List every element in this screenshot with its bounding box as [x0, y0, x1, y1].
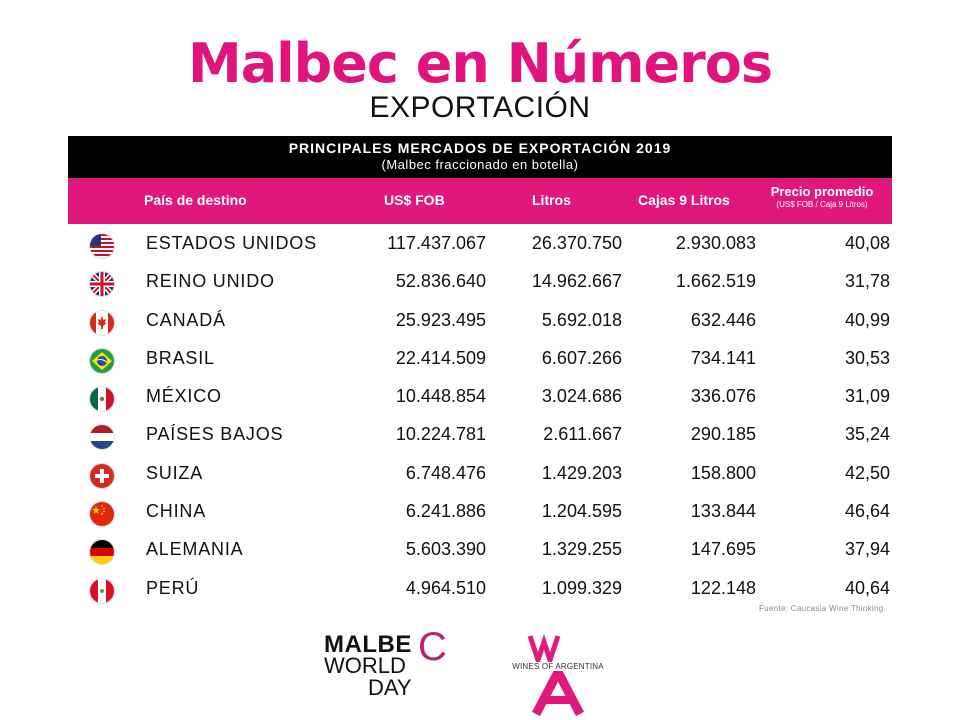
- brazil-flag-icon: [90, 349, 114, 373]
- table-row: [68, 530, 892, 568]
- china-flag-icon: [90, 502, 114, 526]
- switzerland-flag-icon: [90, 464, 114, 488]
- source-note: Fuente: Caucasia Wine Thinking.: [759, 604, 886, 613]
- country-name: SUIZA: [146, 462, 204, 483]
- banner-title: PRINCIPALES MERCADOS DE EXPORTACIÓN 2019: [288, 140, 672, 156]
- canada-flag-icon: [90, 311, 114, 335]
- table-row: [68, 377, 892, 415]
- precio-value: 46,64: [844, 501, 890, 522]
- logo-malbe-text: MALBE: [324, 631, 412, 658]
- litros-value: 1.204.595: [541, 501, 622, 522]
- country-name: ALEMANIA: [146, 539, 244, 560]
- country-name: PAÍSES BAJOS: [146, 424, 284, 445]
- table-banner: [68, 136, 892, 178]
- table-body: [68, 224, 892, 607]
- litros-value: 6.607.266: [541, 347, 622, 368]
- fob-value: 117.437.067: [387, 233, 486, 253]
- precio-value: 30,53: [844, 347, 890, 368]
- header-cajas: Cajas 9 Litros: [638, 192, 730, 208]
- logo-day-text: DAY: [368, 675, 412, 700]
- table-row: [68, 415, 892, 453]
- fob-value: 10.448.854: [395, 386, 486, 407]
- country-name: PERÚ: [146, 577, 200, 598]
- peru-flag-icon: [90, 579, 114, 603]
- header-fob: US$ FOB: [384, 192, 445, 208]
- cajas-value: 336.076: [690, 386, 756, 407]
- logo-world-text: WORLD: [324, 653, 406, 678]
- page-subtitle: EXPORTACIÓN: [369, 91, 591, 124]
- litros-value: 1.099.329: [541, 577, 622, 598]
- fob-value: 4.964.510: [405, 577, 486, 598]
- litros-value: 1.329.255: [541, 539, 622, 560]
- usa-flag-icon: [90, 234, 114, 258]
- header-litros: Litros: [532, 192, 571, 208]
- fob-value: 22.414.509: [395, 347, 486, 368]
- precio-value: 35,24: [844, 424, 890, 445]
- litros-value: 14.962.667: [531, 271, 622, 292]
- uk-flag-icon: [90, 272, 114, 296]
- fob-value: 25.923.495: [395, 309, 486, 330]
- wines-of-argentina-logo: [506, 630, 610, 716]
- fob-value: 6.748.476: [405, 462, 486, 483]
- fob-value: 6.241.886: [405, 501, 486, 522]
- column-header-row: [68, 178, 892, 224]
- cajas-value: 122.148: [690, 577, 756, 598]
- litros-value: 3.024.686: [541, 386, 622, 407]
- header-precio-label: Precio promedio: [770, 184, 874, 199]
- fob-value: 52.836.640: [395, 271, 486, 292]
- table-row: [68, 454, 892, 492]
- fob-value: 5.603.390: [405, 539, 486, 560]
- country-name: ESTADOS UNIDOS: [146, 233, 317, 253]
- header-country: País de destino: [144, 192, 247, 208]
- banner-subtitle: (Malbec fraccionado en botella): [381, 157, 579, 172]
- netherlands-flag-icon: [90, 425, 114, 449]
- country-name: REINO UNIDO: [146, 271, 275, 292]
- header-precio-sub: (US$ FOB / Caja 9 Litros): [776, 200, 868, 209]
- litros-value: 1.429.203: [541, 462, 622, 483]
- wines-of-argentina-emblem-icon: [506, 630, 610, 716]
- litros-value: 26.370.750: [531, 233, 622, 253]
- cajas-value: 2.930.083: [675, 233, 756, 253]
- header-precio: [756, 184, 888, 210]
- precio-value: 40,08: [844, 233, 890, 253]
- table-row: [68, 492, 892, 530]
- country-name: CHINA: [146, 501, 207, 522]
- precio-value: 37,94: [844, 539, 890, 560]
- table-row: [68, 262, 892, 300]
- litros-value: 5.692.018: [541, 309, 622, 330]
- table-row: [68, 569, 892, 607]
- cajas-value: 1.662.519: [675, 271, 756, 292]
- cajas-value: 147.695: [690, 539, 756, 560]
- table-row: [68, 339, 892, 377]
- cajas-value: 290.185: [690, 424, 756, 445]
- export-table-header: [68, 136, 892, 224]
- country-name: BRASIL: [146, 347, 215, 368]
- cajas-value: 158.800: [690, 462, 756, 483]
- page-title: Malbec en Números: [187, 32, 773, 95]
- country-name: MÉXICO: [146, 386, 222, 407]
- logo-c-letter: C: [418, 625, 447, 669]
- malbec-world-day-logo: [322, 625, 452, 702]
- precio-value: 40,99: [844, 309, 890, 330]
- precio-value: 31,09: [844, 386, 890, 407]
- precio-value: 40,64: [844, 577, 890, 598]
- cajas-value: 632.446: [690, 309, 756, 330]
- country-name: CANADÁ: [146, 309, 226, 330]
- logo-wines-text: WINES OF ARGENTINA: [506, 662, 610, 671]
- table-row: [68, 224, 892, 262]
- precio-value: 42,50: [844, 462, 890, 483]
- cajas-value: 734.141: [690, 347, 756, 368]
- table-row: [68, 301, 892, 339]
- cajas-value: 133.844: [690, 501, 756, 522]
- fob-value: 10.224.781: [395, 424, 486, 445]
- litros-value: 2.611.667: [543, 424, 622, 445]
- mexico-flag-icon: [90, 387, 114, 411]
- precio-value: 31,78: [844, 271, 890, 292]
- germany-flag-icon: [90, 540, 114, 564]
